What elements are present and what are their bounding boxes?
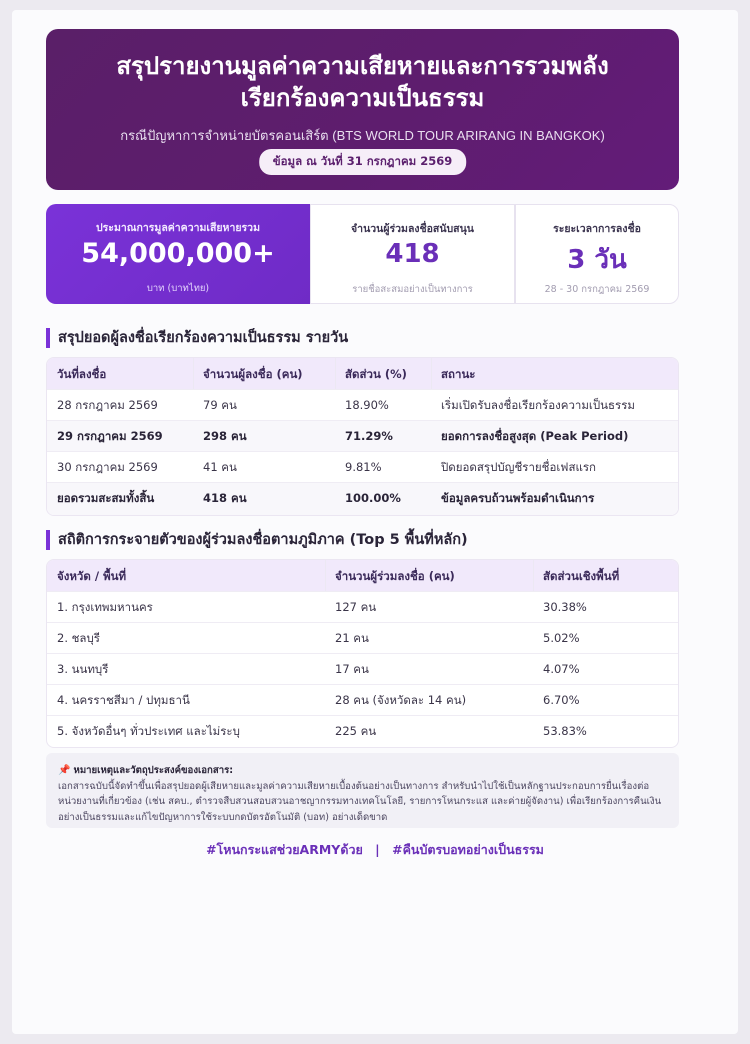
stat-label: ประมาณการมูลค่าความเสียหายรวม [96,222,260,234]
report-subtitle: กรณีปัญหาการจำหน่ายบัตรคอนเสิร์ต (BTS WORLD TOUR ARIRANG IN BANGKOK) [120,128,605,143]
damage-value-card [46,204,310,304]
stat-value: 54,000,000+ [81,238,275,269]
stat-value: 3 วัน [567,245,627,275]
hashtag-footer [0,840,750,860]
stat-note: 28 - 30 กรกฎาคม 2569 [544,284,650,295]
table-header-row [47,358,678,390]
title-line-1: สรุปรายงานมูลค่าความเสียหายและการรวมพลัง [116,52,609,80]
table-total-row [47,483,678,516]
column-header: สัดส่วน (%) [345,367,407,381]
date-badge: ข้อมูล ณ วันที่ 31 กรกฎาคม 2569 [259,149,467,175]
table-cell: 41 คน [203,460,237,474]
table-cell: 3. นนทบุรี [57,662,109,676]
column-header: สัดส่วนเชิงพื้นที่ [543,569,620,583]
table-cell: ยอดรวมสะสมทั้งสิ้น [57,491,155,505]
document-note [46,753,679,828]
region-table [46,559,679,748]
table-row [47,685,678,716]
table-row [47,623,678,654]
table-cell: 6.70% [543,693,580,707]
report-header [46,29,679,190]
report-title [46,50,679,114]
note-body: เอกสารฉบับนี้จัดทำขึ้นเพื่อสรุปยอดผู้เสียหายและมูลค่าความเสียหายเบื้องต้นอย่างเป็นทางการ สำหรับนำไปใช้เป็นหลักฐานประกอบการยื่นเรื่องต่อหน่วยงานที่เกี่ยวข้อง (เช่น สคบ., ตำรวจสืบสวนสอบสวนอาชญากรรมทางเทคโนโลยี, รายการโหนกระแส และค่ายผู้จัดงาน) เพื่อเรียกร้องการคืนเงินอย่างเป็นธรรมและแก้ไขปัญหาการใช้ระบบกดบัตรอัตโนมัติ (บอท) อย่างเด็ดขาด [58,780,662,823]
table-cell: 30 กรกฎาคม 2569 [57,460,158,474]
hashtag-link[interactable]: #โหนกระแสช่วยARMYด้วย [206,842,363,857]
stat-value: 418 [385,239,440,269]
table-row [47,390,678,421]
table-row [47,716,678,748]
table-cell: 28 กรกฎาคม 2569 [57,398,158,412]
table-cell: 127 คน [335,600,377,614]
pin-icon: 📌 [58,765,71,776]
table-cell: 28 คน (จังหวัดละ 14 คน) [335,693,467,707]
daily-section-title: สรุปยอดผู้ลงชื่อเรียกร้องความเป็นธรรม รายวัน [46,328,679,348]
table-cell: 4. นครราชสีมา / ปทุมธานี [57,693,190,707]
hashtag-separator: | [375,842,380,857]
table-row [47,654,678,685]
table-cell: 225 คน [335,724,377,738]
title-line-2: เรียกร้องความเป็นธรรม [240,84,485,112]
table-cell: ข้อมูลครบถ้วนพร้อมดำเนินการ [441,491,595,505]
column-header: วันที่ลงชื่อ [57,367,107,381]
table-row [47,452,678,483]
duration-card [515,204,679,304]
table-cell: 100.00% [345,491,401,505]
stat-label: จำนวนผู้ร่วมลงชื่อสนับสนุน [351,223,474,235]
table-cell: ยอดการลงชื่อสูงสุด (Peak Period) [441,429,629,443]
table-cell: 5. จังหวัดอื่นๆ ทั่วประเทศ และไม่ระบุ [57,724,240,738]
table-cell: 2. ชลบุรี [57,631,100,645]
table-cell: 17 คน [335,662,369,676]
table-cell: เริ่มเปิดรับลงชื่อเรียกร้องความเป็นธรรม [441,398,635,412]
table-cell: ปิดยอดสรุปบัญชีรายชื่อเฟสแรก [441,460,597,474]
table-cell: 29 กรกฎาคม 2569 [57,429,163,443]
table-cell: 9.81% [345,460,382,474]
daily-table [46,357,679,516]
table-cell: 18.90% [345,398,389,412]
column-header: จำนวนผู้ร่วมลงชื่อ (คน) [335,569,455,583]
table-cell: 79 คน [203,398,237,412]
region-section-title: สถิติการกระจายตัวของผู้ร่วมลงชื่อตามภูมิภาค (Top 5 พื้นที่หลัก) [46,530,679,550]
column-header: สถานะ [441,367,476,381]
table-cell: 21 คน [335,631,369,645]
table-cell: 418 คน [203,491,247,505]
table-row [47,592,678,623]
signers-card [310,204,515,304]
column-header: จำนวนผู้ลงชื่อ (คน) [203,367,303,381]
stat-note: บาท (บาทไทย) [146,283,210,294]
table-cell: 5.02% [543,631,580,645]
table-cell: 4.07% [543,662,580,676]
stat-note: รายชื่อสะสมอย่างเป็นทางการ [352,284,473,295]
table-cell: 71.29% [345,429,393,443]
table-cell: 53.83% [543,724,587,738]
table-cell: 30.38% [543,600,587,614]
stat-label: ระยะเวลาการลงชื่อ [553,223,641,235]
table-cell: 298 คน [203,429,247,443]
table-header-row [47,560,678,592]
hashtag-link[interactable]: #คืนบัตรบอทอย่างเป็นธรรม [392,842,544,857]
note-title: หมายเหตุและวัตถุประสงค์ของเอกสาร: [73,765,234,776]
column-header: จังหวัด / พื้นที่ [57,569,127,583]
table-cell: 1. กรุงเทพมหานคร [57,600,153,614]
table-row [47,421,678,452]
